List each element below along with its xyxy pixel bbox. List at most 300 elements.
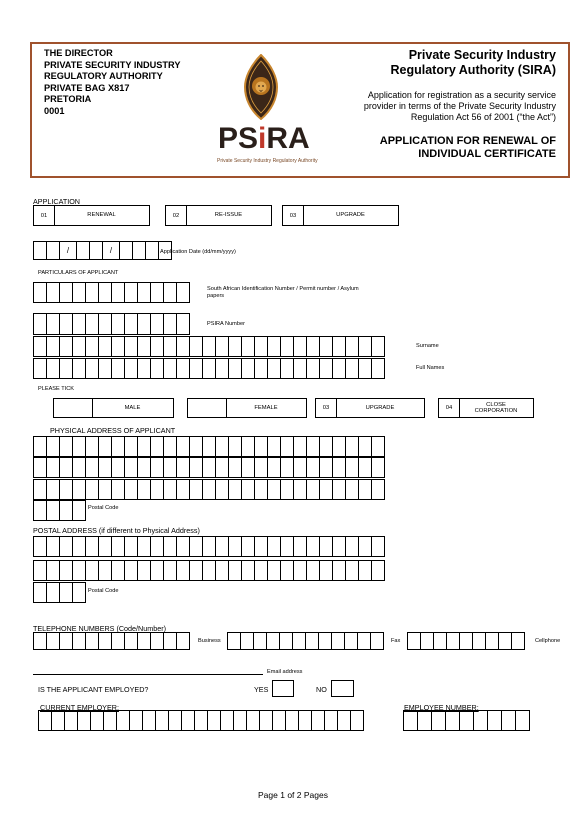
char-box[interactable] (142, 710, 156, 731)
char-box[interactable] (358, 436, 372, 457)
char-box[interactable] (371, 457, 385, 478)
char-box[interactable] (33, 560, 47, 581)
char-box[interactable] (241, 457, 255, 478)
char-box[interactable] (306, 536, 320, 557)
char-box[interactable] (163, 336, 177, 357)
option-close-corporation[interactable] (438, 398, 534, 418)
char-box[interactable] (111, 632, 125, 650)
char-box[interactable] (420, 632, 434, 650)
char-box[interactable] (163, 358, 177, 379)
char-box[interactable] (150, 560, 164, 581)
char-box[interactable] (267, 336, 281, 357)
char-box[interactable] (202, 336, 216, 357)
char-box[interactable] (228, 536, 242, 557)
char-box[interactable] (189, 336, 203, 357)
char-box[interactable] (181, 710, 195, 731)
current-employer-field[interactable] (38, 710, 364, 731)
char-box[interactable] (124, 457, 138, 478)
option-upgrade[interactable] (282, 205, 399, 226)
char-box[interactable] (485, 632, 499, 650)
char-box[interactable] (124, 536, 138, 557)
char-box[interactable] (202, 560, 216, 581)
char-box[interactable] (241, 536, 255, 557)
char-box[interactable] (129, 710, 143, 731)
char-box[interactable] (306, 358, 320, 379)
char-box[interactable] (85, 560, 99, 581)
char-box[interactable] (176, 436, 190, 457)
char-box[interactable] (254, 479, 268, 500)
char-box[interactable] (33, 282, 47, 303)
char-box[interactable] (98, 282, 112, 303)
char-box[interactable] (259, 710, 273, 731)
char-box[interactable] (163, 479, 177, 500)
char-box[interactable] (319, 536, 333, 557)
char-box[interactable] (417, 710, 432, 731)
char-box[interactable] (72, 336, 86, 357)
char-box[interactable] (59, 313, 73, 335)
char-box[interactable] (111, 436, 125, 457)
char-box[interactable] (85, 282, 99, 303)
char-box[interactable] (254, 536, 268, 557)
char-box[interactable] (318, 632, 332, 650)
char-box[interactable] (176, 632, 190, 650)
date-cell[interactable] (119, 241, 133, 260)
char-box[interactable] (163, 536, 177, 557)
date-cell[interactable] (145, 241, 159, 260)
char-box[interactable] (150, 313, 164, 335)
char-box[interactable] (72, 457, 86, 478)
fax-field[interactable] (227, 632, 384, 650)
char-box[interactable] (280, 560, 294, 581)
employee-number-field[interactable] (403, 710, 530, 731)
char-box[interactable] (306, 479, 320, 500)
char-box[interactable] (293, 560, 307, 581)
char-box[interactable] (163, 457, 177, 478)
char-box[interactable] (345, 536, 359, 557)
char-box[interactable] (33, 436, 47, 457)
char-box[interactable] (46, 582, 60, 603)
char-box[interactable] (306, 336, 320, 357)
char-box[interactable] (124, 282, 138, 303)
char-box[interactable] (344, 632, 358, 650)
char-box[interactable] (357, 632, 371, 650)
char-box[interactable] (46, 536, 60, 557)
char-box[interactable] (33, 457, 47, 478)
char-box[interactable] (332, 457, 346, 478)
char-box[interactable] (459, 632, 473, 650)
char-box[interactable] (358, 358, 372, 379)
char-box[interactable] (267, 536, 281, 557)
char-box[interactable] (267, 560, 281, 581)
char-box[interactable] (46, 457, 60, 478)
char-box[interactable] (98, 536, 112, 557)
char-box[interactable] (215, 436, 229, 457)
char-box[interactable] (337, 710, 351, 731)
char-box[interactable] (345, 358, 359, 379)
char-box[interactable] (254, 336, 268, 357)
char-box[interactable] (267, 479, 281, 500)
char-box[interactable] (189, 536, 203, 557)
char-box[interactable] (137, 313, 151, 335)
char-box[interactable] (253, 632, 267, 650)
char-box[interactable] (72, 282, 86, 303)
char-box[interactable] (306, 436, 320, 457)
char-box[interactable] (241, 336, 255, 357)
cellphone-field[interactable] (407, 632, 525, 650)
char-box[interactable] (487, 710, 502, 731)
char-box[interactable] (46, 358, 60, 379)
char-box[interactable] (189, 457, 203, 478)
char-box[interactable] (176, 560, 190, 581)
char-box[interactable] (501, 710, 516, 731)
char-box[interactable] (370, 632, 384, 650)
date-cell[interactable] (76, 241, 90, 260)
char-box[interactable] (72, 536, 86, 557)
char-box[interactable] (298, 710, 312, 731)
char-box[interactable] (150, 457, 164, 478)
char-box[interactable] (189, 436, 203, 457)
char-box[interactable] (403, 710, 418, 731)
char-box[interactable] (228, 358, 242, 379)
char-box[interactable] (72, 632, 86, 650)
char-box[interactable] (358, 336, 372, 357)
char-box[interactable] (176, 479, 190, 500)
char-box[interactable] (215, 560, 229, 581)
char-box[interactable] (77, 710, 91, 731)
char-box[interactable] (306, 457, 320, 478)
postal-address-line-1[interactable] (33, 536, 385, 557)
char-box[interactable] (202, 436, 216, 457)
id-number-field[interactable] (33, 282, 190, 303)
char-box[interactable] (59, 536, 73, 557)
option-renewal[interactable] (33, 205, 150, 226)
char-box[interactable] (176, 358, 190, 379)
char-box[interactable] (137, 336, 151, 357)
option-male[interactable] (53, 398, 174, 418)
char-box[interactable] (124, 632, 138, 650)
char-box[interactable] (293, 457, 307, 478)
char-box[interactable] (72, 479, 86, 500)
char-box[interactable] (246, 710, 260, 731)
char-box[interactable] (202, 536, 216, 557)
psira-number-field[interactable] (33, 313, 190, 335)
char-box[interactable] (137, 436, 151, 457)
char-box[interactable] (72, 582, 86, 603)
char-box[interactable] (111, 336, 125, 357)
char-box[interactable] (64, 710, 78, 731)
char-box[interactable] (85, 479, 99, 500)
char-box[interactable] (59, 358, 73, 379)
char-box[interactable] (285, 710, 299, 731)
char-box[interactable] (358, 457, 372, 478)
char-box[interactable] (150, 479, 164, 500)
physical-postal-code-field[interactable] (33, 500, 86, 521)
char-box[interactable] (228, 457, 242, 478)
char-box[interactable] (59, 632, 73, 650)
char-box[interactable] (59, 560, 73, 581)
char-box[interactable] (85, 313, 99, 335)
char-box[interactable] (472, 632, 486, 650)
char-box[interactable] (98, 358, 112, 379)
char-box[interactable] (332, 560, 346, 581)
char-box[interactable] (168, 710, 182, 731)
char-box[interactable] (111, 479, 125, 500)
char-box[interactable] (215, 536, 229, 557)
char-box[interactable] (267, 358, 281, 379)
char-box[interactable] (293, 336, 307, 357)
char-box[interactable] (473, 710, 488, 731)
char-box[interactable] (371, 479, 385, 500)
char-box[interactable] (137, 457, 151, 478)
char-box[interactable] (111, 457, 125, 478)
char-box[interactable] (350, 710, 364, 731)
char-box[interactable] (431, 710, 446, 731)
char-box[interactable] (371, 560, 385, 581)
char-box[interactable] (220, 710, 234, 731)
char-box[interactable] (241, 436, 255, 457)
physical-address-line-2[interactable] (33, 457, 385, 478)
char-box[interactable] (202, 457, 216, 478)
char-box[interactable] (137, 560, 151, 581)
date-cell[interactable] (33, 241, 47, 260)
char-box[interactable] (345, 336, 359, 357)
char-box[interactable] (371, 358, 385, 379)
char-box[interactable] (228, 436, 242, 457)
char-box[interactable] (72, 313, 86, 335)
postal-postal-code-field[interactable] (33, 582, 86, 603)
char-box[interactable] (111, 313, 125, 335)
char-box[interactable] (358, 479, 372, 500)
char-box[interactable] (267, 457, 281, 478)
char-box[interactable] (319, 436, 333, 457)
char-box[interactable] (46, 336, 60, 357)
char-box[interactable] (407, 632, 421, 650)
char-box[interactable] (137, 358, 151, 379)
char-box[interactable] (59, 500, 73, 521)
option-upgrade-tick[interactable] (315, 398, 425, 418)
char-box[interactable] (150, 336, 164, 357)
char-box[interactable] (194, 710, 208, 731)
char-box[interactable] (33, 632, 47, 650)
char-box[interactable] (332, 358, 346, 379)
char-box[interactable] (137, 282, 151, 303)
char-box[interactable] (293, 479, 307, 500)
char-box[interactable] (98, 336, 112, 357)
char-box[interactable] (59, 336, 73, 357)
char-box[interactable] (233, 710, 247, 731)
char-box[interactable] (266, 632, 280, 650)
char-box[interactable] (46, 479, 60, 500)
char-box[interactable] (358, 560, 372, 581)
char-box[interactable] (111, 536, 125, 557)
char-box[interactable] (293, 436, 307, 457)
char-box[interactable] (324, 710, 338, 731)
char-box[interactable] (59, 582, 73, 603)
char-box[interactable] (241, 479, 255, 500)
option-female[interactable] (187, 398, 307, 418)
char-box[interactable] (254, 457, 268, 478)
char-box[interactable] (111, 282, 125, 303)
char-box[interactable] (98, 479, 112, 500)
char-box[interactable] (176, 336, 190, 357)
char-box[interactable] (98, 457, 112, 478)
char-box[interactable] (85, 457, 99, 478)
physical-address-line-1[interactable] (33, 436, 385, 457)
char-box[interactable] (46, 436, 60, 457)
tick-box[interactable] (54, 399, 93, 417)
char-box[interactable] (511, 632, 525, 650)
char-box[interactable] (228, 479, 242, 500)
char-box[interactable] (371, 536, 385, 557)
char-box[interactable] (332, 336, 346, 357)
char-box[interactable] (319, 336, 333, 357)
char-box[interactable] (150, 358, 164, 379)
char-box[interactable] (241, 358, 255, 379)
char-box[interactable] (215, 358, 229, 379)
char-box[interactable] (189, 358, 203, 379)
char-box[interactable] (292, 632, 306, 650)
char-box[interactable] (163, 282, 177, 303)
char-box[interactable] (280, 436, 294, 457)
char-box[interactable] (124, 479, 138, 500)
char-box[interactable] (46, 560, 60, 581)
char-box[interactable] (59, 479, 73, 500)
char-box[interactable] (103, 710, 117, 731)
char-box[interactable] (33, 313, 47, 335)
full-names-field[interactable] (33, 358, 385, 379)
char-box[interactable] (98, 632, 112, 650)
char-box[interactable] (345, 479, 359, 500)
char-box[interactable] (33, 536, 47, 557)
char-box[interactable] (215, 336, 229, 357)
business-phone-field[interactable] (33, 632, 190, 650)
char-box[interactable] (279, 632, 293, 650)
char-box[interactable] (59, 436, 73, 457)
char-box[interactable] (98, 313, 112, 335)
char-box[interactable] (163, 560, 177, 581)
char-box[interactable] (90, 710, 104, 731)
char-box[interactable] (319, 479, 333, 500)
char-box[interactable] (202, 358, 216, 379)
char-box[interactable] (254, 560, 268, 581)
postal-address-line-2[interactable] (33, 560, 385, 581)
char-box[interactable] (98, 436, 112, 457)
char-box[interactable] (332, 479, 346, 500)
char-box[interactable] (111, 358, 125, 379)
char-box[interactable] (137, 479, 151, 500)
char-box[interactable] (358, 536, 372, 557)
char-box[interactable] (215, 479, 229, 500)
char-box[interactable] (85, 436, 99, 457)
char-box[interactable] (228, 336, 242, 357)
char-box[interactable] (254, 436, 268, 457)
char-box[interactable] (498, 632, 512, 650)
char-box[interactable] (319, 358, 333, 379)
char-box[interactable] (46, 632, 60, 650)
char-box[interactable] (202, 479, 216, 500)
char-box[interactable] (155, 710, 169, 731)
char-box[interactable] (207, 710, 221, 731)
char-box[interactable] (241, 560, 255, 581)
char-box[interactable] (72, 436, 86, 457)
char-box[interactable] (98, 560, 112, 581)
char-box[interactable] (267, 436, 281, 457)
char-box[interactable] (240, 632, 254, 650)
char-box[interactable] (85, 632, 99, 650)
char-box[interactable] (227, 632, 241, 650)
char-box[interactable] (72, 560, 86, 581)
char-box[interactable] (124, 560, 138, 581)
char-box[interactable] (124, 436, 138, 457)
char-box[interactable] (254, 358, 268, 379)
char-box[interactable] (515, 710, 530, 731)
char-box[interactable] (163, 313, 177, 335)
char-box[interactable] (319, 560, 333, 581)
physical-address-line-3[interactable] (33, 479, 385, 500)
char-box[interactable] (293, 358, 307, 379)
employed-yes-box[interactable] (272, 680, 294, 697)
tick-box[interactable] (188, 399, 227, 417)
char-box[interactable] (150, 282, 164, 303)
char-box[interactable] (33, 500, 47, 521)
char-box[interactable] (371, 336, 385, 357)
char-box[interactable] (72, 500, 86, 521)
char-box[interactable] (345, 457, 359, 478)
char-box[interactable] (319, 457, 333, 478)
char-box[interactable] (280, 479, 294, 500)
date-cell[interactable] (132, 241, 146, 260)
date-cell[interactable] (89, 241, 103, 260)
char-box[interactable] (137, 536, 151, 557)
char-box[interactable] (163, 632, 177, 650)
char-box[interactable] (446, 632, 460, 650)
char-box[interactable] (51, 710, 65, 731)
char-box[interactable] (280, 358, 294, 379)
char-box[interactable] (345, 436, 359, 457)
char-box[interactable] (280, 457, 294, 478)
char-box[interactable] (46, 500, 60, 521)
char-box[interactable] (176, 457, 190, 478)
char-box[interactable] (150, 436, 164, 457)
char-box[interactable] (85, 336, 99, 357)
char-box[interactable] (272, 710, 286, 731)
char-box[interactable] (332, 436, 346, 457)
char-box[interactable] (345, 560, 359, 581)
char-box[interactable] (280, 536, 294, 557)
char-box[interactable] (150, 632, 164, 650)
char-box[interactable] (331, 632, 345, 650)
char-box[interactable] (72, 358, 86, 379)
date-cell[interactable] (46, 241, 60, 260)
char-box[interactable] (228, 560, 242, 581)
char-box[interactable] (176, 536, 190, 557)
char-box[interactable] (215, 457, 229, 478)
char-box[interactable] (306, 560, 320, 581)
char-box[interactable] (116, 710, 130, 731)
email-underline[interactable] (33, 674, 263, 675)
char-box[interactable] (59, 282, 73, 303)
char-box[interactable] (163, 436, 177, 457)
char-box[interactable] (85, 358, 99, 379)
char-box[interactable] (137, 632, 151, 650)
char-box[interactable] (445, 710, 460, 731)
char-box[interactable] (293, 536, 307, 557)
employed-no-box[interactable] (331, 680, 354, 697)
char-box[interactable] (124, 358, 138, 379)
char-box[interactable] (33, 479, 47, 500)
char-box[interactable] (433, 632, 447, 650)
char-box[interactable] (311, 710, 325, 731)
